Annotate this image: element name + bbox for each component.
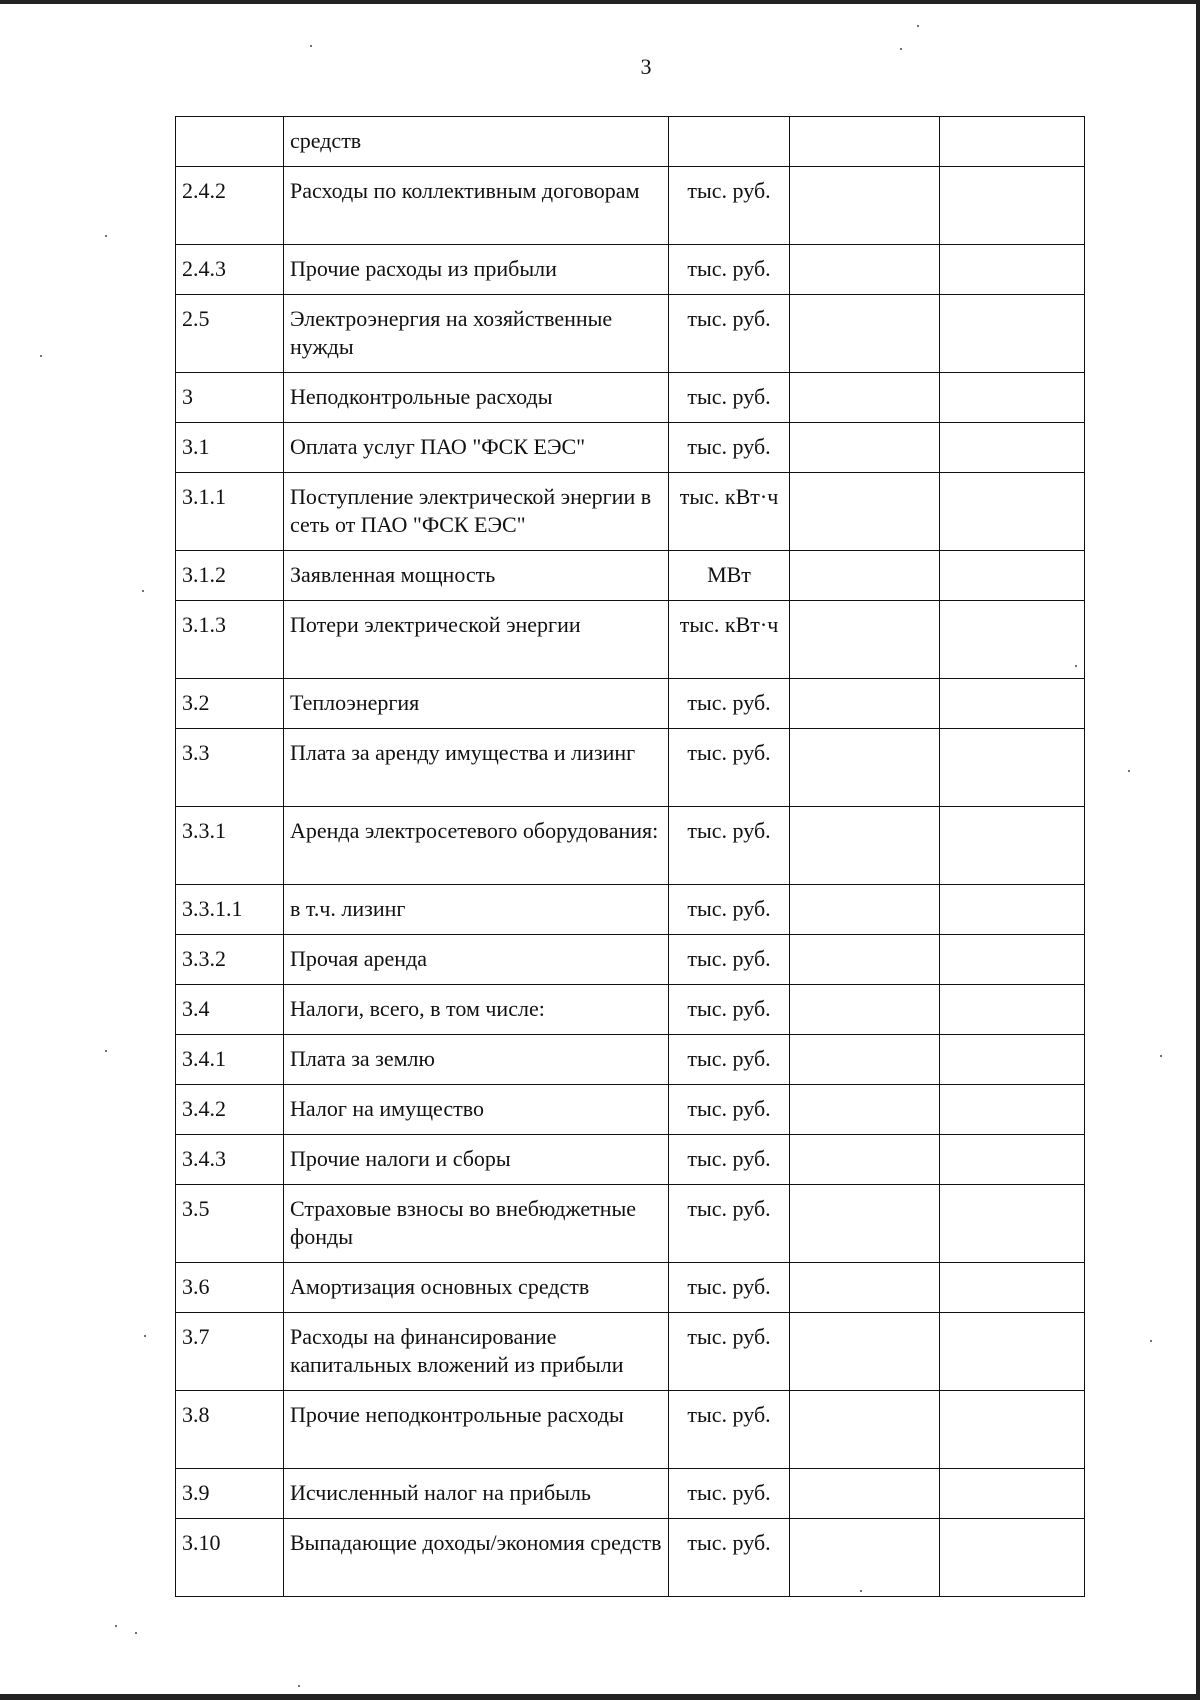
row-number-cell: 3.4.2 — [176, 1085, 284, 1135]
row-number-cell: 2.5 — [176, 295, 284, 373]
row-name-cell: Выпадающие доходы/экономия средств — [284, 1519, 669, 1597]
row-unit-cell: МВт — [669, 551, 790, 601]
row-value-cell — [940, 985, 1085, 1035]
row-value-cell — [940, 167, 1085, 245]
row-unit-cell: тыс. руб. — [669, 807, 790, 885]
row-number-cell: 3.8 — [176, 1391, 284, 1469]
table-row — [176, 807, 1085, 885]
row-unit-cell: тыс. руб. — [669, 1519, 790, 1597]
scan-speck — [144, 1335, 146, 1337]
row-unit-cell: тыс. руб. — [669, 373, 790, 423]
row-name-cell: Электроэнергия на хозяйственные нужды — [284, 295, 669, 373]
row-number-cell: 3.7 — [176, 1313, 284, 1391]
row-value-cell — [790, 1185, 940, 1263]
row-value-cell — [940, 473, 1085, 551]
row-name-cell: средств — [284, 117, 669, 167]
table-row — [176, 679, 1085, 729]
row-unit-cell: тыс. руб. — [669, 1263, 790, 1313]
row-number-cell: 3.4.1 — [176, 1035, 284, 1085]
row-unit-cell: тыс. руб. — [669, 885, 790, 935]
scan-speck — [917, 25, 919, 27]
row-value-cell — [940, 601, 1085, 679]
scan-speck — [298, 1685, 300, 1687]
row-number-cell: 3.6 — [176, 1263, 284, 1313]
table-row — [176, 473, 1085, 551]
row-name-cell: Поступление электрической энергии в сеть от ПАО "ФСК ЕЭС" — [284, 473, 669, 551]
row-name-cell: Расходы на финансирование капитальных вложений из прибыли — [284, 1313, 669, 1391]
row-name-cell: Теплоэнергия — [284, 679, 669, 729]
row-number-cell: 3.9 — [176, 1469, 284, 1519]
row-number-cell: 3.10 — [176, 1519, 284, 1597]
scan-speck — [1075, 665, 1077, 667]
row-value-cell — [940, 1469, 1085, 1519]
scan-speck — [40, 355, 42, 357]
row-value-cell — [940, 885, 1085, 935]
scan-speck — [142, 590, 144, 592]
row-name-cell: Плата за аренду имущества и лизинг — [284, 729, 669, 807]
row-number-cell: 3.3.2 — [176, 935, 284, 985]
scan-speck — [310, 45, 312, 47]
row-value-cell — [940, 295, 1085, 373]
row-value-cell — [940, 245, 1085, 295]
table-row — [176, 1035, 1085, 1085]
row-value-cell — [940, 935, 1085, 985]
row-value-cell — [790, 985, 940, 1035]
row-value-cell — [790, 1519, 940, 1597]
scan-speck — [135, 1632, 137, 1634]
table-row — [176, 1185, 1085, 1263]
cost-table-body — [176, 117, 1085, 1597]
row-number-cell: 3.5 — [176, 1185, 284, 1263]
row-number-cell: 3.3.1 — [176, 807, 284, 885]
row-value-cell — [940, 1185, 1085, 1263]
table-row — [176, 935, 1085, 985]
row-value-cell — [790, 679, 940, 729]
row-unit-cell: тыс. руб. — [669, 1391, 790, 1469]
row-name-cell: Оплата услуг ПАО "ФСК ЕЭС" — [284, 423, 669, 473]
table-row — [176, 245, 1085, 295]
row-unit-cell: тыс. руб. — [669, 935, 790, 985]
row-value-cell — [940, 1085, 1085, 1135]
row-unit-cell: тыс. руб. — [669, 1135, 790, 1185]
row-name-cell: Аренда электросетевого оборудования: — [284, 807, 669, 885]
row-value-cell — [790, 473, 940, 551]
table-row — [176, 1519, 1085, 1597]
scan-speck — [900, 48, 902, 50]
row-name-cell: Страховые взносы во внебюджетные фонды — [284, 1185, 669, 1263]
table-row — [176, 985, 1085, 1035]
row-value-cell — [790, 373, 940, 423]
scan-edge-right — [1196, 0, 1200, 1700]
row-unit-cell: тыс. руб. — [669, 423, 790, 473]
table-row — [176, 1085, 1085, 1135]
row-name-cell: Исчисленный налог на прибыль — [284, 1469, 669, 1519]
row-value-cell — [940, 1313, 1085, 1391]
row-unit-cell: тыс. руб. — [669, 729, 790, 807]
row-unit-cell: тыс. руб. — [669, 1469, 790, 1519]
row-name-cell: Прочие расходы из прибыли — [284, 245, 669, 295]
row-value-cell — [940, 1391, 1085, 1469]
row-value-cell — [790, 1313, 940, 1391]
row-number-cell: 2.4.3 — [176, 245, 284, 295]
row-value-cell — [790, 729, 940, 807]
row-number-cell: 3.1 — [176, 423, 284, 473]
table-row — [176, 1263, 1085, 1313]
table-row — [176, 117, 1085, 167]
row-value-cell — [790, 1135, 940, 1185]
row-name-cell: Налоги, всего, в том числе: — [284, 985, 669, 1035]
row-name-cell: Прочие неподконтрольные расходы — [284, 1391, 669, 1469]
row-number-cell: 2.4.2 — [176, 167, 284, 245]
row-value-cell — [790, 551, 940, 601]
table-row — [176, 885, 1085, 935]
row-unit-cell: тыс. руб. — [669, 679, 790, 729]
row-value-cell — [940, 117, 1085, 167]
table-row — [176, 1313, 1085, 1391]
row-name-cell: Налог на имущество — [284, 1085, 669, 1135]
table-row — [176, 295, 1085, 373]
row-value-cell — [940, 1519, 1085, 1597]
row-value-cell — [940, 1263, 1085, 1313]
row-unit-cell: тыс. руб. — [669, 985, 790, 1035]
row-unit-cell: тыс. кВт·ч — [669, 473, 790, 551]
row-value-cell — [940, 729, 1085, 807]
row-value-cell — [940, 373, 1085, 423]
row-name-cell: Амортизация основных средств — [284, 1263, 669, 1313]
table-row — [176, 373, 1085, 423]
row-number-cell — [176, 117, 284, 167]
row-number-cell: 3.1.1 — [176, 473, 284, 551]
row-name-cell: в т.ч. лизинг — [284, 885, 669, 935]
table-row — [176, 551, 1085, 601]
row-name-cell: Неподконтрольные расходы — [284, 373, 669, 423]
row-value-cell — [940, 551, 1085, 601]
table-row — [176, 1391, 1085, 1469]
row-value-cell — [790, 1035, 940, 1085]
row-unit-cell: тыс. руб. — [669, 1313, 790, 1391]
scan-speck — [1160, 1055, 1162, 1057]
scan-speck — [105, 1050, 107, 1052]
row-name-cell: Прочая аренда — [284, 935, 669, 985]
scan-edge-top — [0, 0, 1200, 4]
row-value-cell — [790, 935, 940, 985]
row-number-cell: 3.1.3 — [176, 601, 284, 679]
scan-edge-bottom — [0, 1694, 1200, 1700]
scan-speck — [115, 1625, 117, 1627]
row-unit-cell: тыс. руб. — [669, 295, 790, 373]
row-unit-cell: тыс. руб. — [669, 1185, 790, 1263]
row-value-cell — [940, 423, 1085, 473]
row-value-cell — [790, 117, 940, 167]
table-row — [176, 1135, 1085, 1185]
row-name-cell: Заявленная мощность — [284, 551, 669, 601]
scan-speck — [105, 235, 107, 237]
table-row — [176, 601, 1085, 679]
row-value-cell — [790, 295, 940, 373]
row-number-cell: 3.2 — [176, 679, 284, 729]
row-value-cell — [790, 1469, 940, 1519]
table-row — [176, 423, 1085, 473]
row-number-cell: 3.1.2 — [176, 551, 284, 601]
row-name-cell: Прочие налоги и сборы — [284, 1135, 669, 1185]
row-value-cell — [940, 807, 1085, 885]
row-value-cell — [790, 807, 940, 885]
row-number-cell: 3.4 — [176, 985, 284, 1035]
table-row — [176, 729, 1085, 807]
scan-speck — [1128, 770, 1130, 772]
row-value-cell — [790, 167, 940, 245]
row-number-cell: 3.3.1.1 — [176, 885, 284, 935]
row-unit-cell: тыс. руб. — [669, 1085, 790, 1135]
row-value-cell — [790, 1391, 940, 1469]
table-row — [176, 1469, 1085, 1519]
row-value-cell — [790, 601, 940, 679]
cost-table — [175, 116, 1085, 1597]
row-value-cell — [790, 885, 940, 935]
scan-speck — [860, 1590, 862, 1592]
row-value-cell — [940, 1035, 1085, 1085]
row-number-cell: 3 — [176, 373, 284, 423]
row-unit-cell: тыс. руб. — [669, 245, 790, 295]
row-unit-cell: тыс. руб. — [669, 167, 790, 245]
row-number-cell: 3.4.3 — [176, 1135, 284, 1185]
row-value-cell — [940, 1135, 1085, 1185]
row-name-cell: Плата за землю — [284, 1035, 669, 1085]
row-value-cell — [790, 1085, 940, 1135]
row-value-cell — [940, 679, 1085, 729]
table-row — [176, 167, 1085, 245]
row-number-cell: 3.3 — [176, 729, 284, 807]
row-value-cell — [790, 423, 940, 473]
page-number: 3 — [640, 54, 652, 79]
row-unit-cell: тыс. кВт·ч — [669, 601, 790, 679]
row-value-cell — [790, 1263, 940, 1313]
row-value-cell — [790, 245, 940, 295]
row-unit-cell: тыс. руб. — [669, 1035, 790, 1085]
row-unit-cell — [669, 117, 790, 167]
row-name-cell: Потери электрической энергии — [284, 601, 669, 679]
row-name-cell: Расходы по коллективным договорам — [284, 167, 669, 245]
scan-speck — [1150, 1340, 1152, 1342]
